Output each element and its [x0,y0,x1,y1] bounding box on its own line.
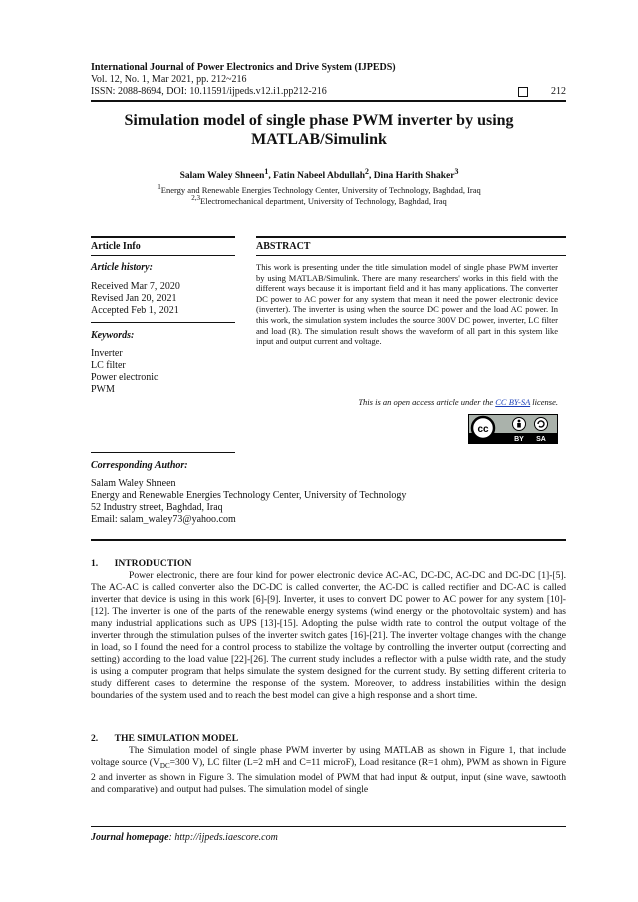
introduction-text: Power electronic, there are four kind for power electronic device AC-AC, DC-DC, AC-DC and DC-DC [1]-[5]. The AC-AC is called converter also the DC-DC is called converter, the AC-DC is called rectifier and DC-AC is called inverter that device is using in this work [6]-[9]. Inverter, it uses to convert DC power to AC power for any system [10]-[12]. The inverter is one of the parts of the renewable energy systems (wind energy or the photovoltaic system) and has many industrial applications such as UPS [13]-[15]. Adopting the pulse width rate to control the output voltage of the inverter through the stimulation pulses of the inverter switch gates [16]-[21]. The inverter voltage changes with the change in load, so I found the need for a control process to stabilize the voltage by controlling the inverter output (correcting and setting) according to the load value [22]-[26]. The current study includes a reflector with a pulse width rate, and the study is using a computer program that helps simulate the system designed for the current study. By setting different criteria to study different cases to determine the response of the system. Moreover, to address instabilities within the design boundaries of the system used and to reach the best model can give a high response and a short time. [91,570,566,701]
author-sup: 1 [264,167,269,176]
section-number: 1. [91,558,99,569]
abstract-top-rule [256,236,566,238]
journal-title: International Journal of Power Electronics and Drive System (IJPEDS) [91,62,396,73]
keyword-item: Power electronic [91,372,159,383]
sa-label: SA [536,436,546,443]
journal-issn: ISSN: 2088-8694, DOI: 10.11591/ijpeds.v12.i1.pp212-216 [91,86,327,97]
history-list [91,281,180,317]
affiliation-sup: 2,3 [191,194,201,202]
keyword-item: Inverter [91,348,123,359]
section-heading-introduction [91,558,191,569]
abstract-rule [256,255,566,256]
keywords-rule [91,322,235,323]
author-name: Salam Waley Shneen [179,171,265,182]
square-icon [518,87,528,97]
license-link[interactable]: CC BY-SA [495,397,531,407]
keyword-item: LC filter [91,360,126,371]
corresponding-rule [91,452,235,453]
section-heading-simulation-model [91,733,238,744]
corresponding-line: Energy and Renewable Energies Technology Center, University of Technology [91,490,407,501]
affiliation-text: Electromechanical department, University of Technology, Baghdad, Iraq [200,195,447,206]
author-name: Fatin Nabeel Abdullah [273,171,365,182]
license-line [256,397,558,407]
keyword-item: PWM [91,384,115,395]
corresponding-label: Corresponding Author: [91,460,188,471]
corresponding-line: 52 Industry street, Baghdad, Iraq [91,502,223,513]
corresponding-line: Salam Waley Shneen [91,478,176,489]
abstract-heading: ABSTRACT [256,241,311,252]
history-item: Revised Jan 20, 2021 [91,293,177,304]
affiliation-sup: 1 [157,183,161,191]
header-rule [91,100,566,102]
homepage-url[interactable]: : http://ijpeds.iaescore.com [168,832,278,843]
corresponding-line: Email: salam_waley73@yahoo.com [91,514,236,525]
journal-homepage [91,832,278,843]
keywords-label: Keywords: [91,330,135,341]
simulation-model-text [91,745,566,796]
vdc-subscript: DC [159,761,170,770]
page-number: 212 [551,86,566,97]
homepage-label: Journal homepage [91,832,169,843]
abstract-text: This work is presenting under the title simulation model of single phase PWM inverter by using MATLAB/Simulink. There are many researchers' works in this field with the different ways because it is important field and it has many applications. The converter DC power to AC power for any system that mean it need the power electronic device (inverter). The inverter is using when the source DC power and the load AC power. In this work, the simulation system includes the source 300V DC power, inverter, LC filter and load (R). The simulation result shows the waveform of all part in this system like input and output current and voltage. [256,262,558,347]
section-title: THE SIMULATION MODEL [114,733,239,744]
cc-by-sa-badge[interactable] [468,414,558,444]
article-info-top-rule [91,236,235,238]
text-part: =300 V), LC filter (L=2 mH and C=11 microF), Load resitance (R=1 ohm), PWM as shown in Figure 2 and inverter as shown in Figure 3. The simulation model of PWM that had input & output, input (sine wave, sawtooth and comparative) and output had pulses. The simulation model of single [91,757,566,795]
cc-mark: cc [477,424,489,435]
history-item: Received Mar 7, 2020 [91,281,180,292]
history-label: Article history: [91,262,153,273]
info-bottom-rule [91,539,566,541]
keywords-list [91,348,158,396]
section-title: INTRODUCTION [114,558,192,569]
affiliation [60,193,578,207]
by-person-head [518,420,521,423]
article-info-rule [91,255,235,256]
footer-rule [91,826,566,827]
license-prefix: This is an open access article under the [358,397,496,407]
author-sup: 3 [454,167,459,176]
by-label: BY [514,436,524,443]
by-person-body [517,423,521,428]
section-number: 2. [91,733,99,744]
article-info-heading: Article Info [91,241,141,252]
author-sup: 2 [364,167,369,176]
history-item: Accepted Feb 1, 2021 [91,305,179,316]
journal-volume: Vol. 12, No. 1, Mar 2021, pp. 212~216 [91,74,247,85]
cc-badge-graphic [469,415,557,443]
corresponding-details [91,478,406,526]
sa-share-icon [535,418,548,431]
author-name: Dina Harith Shaker [373,171,455,182]
author-list: Salam Waley Shneen$^1$, Fatin Nabeel Abdullah$^2$, Dina Harith Shaker$^3$ [179,167,459,182]
text-part: The Simulation model of single phase PWM inverter by using MATLAB as shown in Figure 1, that include voltage source (V [91,745,566,768]
paper-title: Simulation model of single phase PWM inverter by using MATLAB/Simulink [124,112,514,148]
affiliation-text: Energy and Renewable Energies Technology Center, University of Technology, Baghdad, Iraq [160,184,481,195]
license-suffix: license. [530,397,558,407]
